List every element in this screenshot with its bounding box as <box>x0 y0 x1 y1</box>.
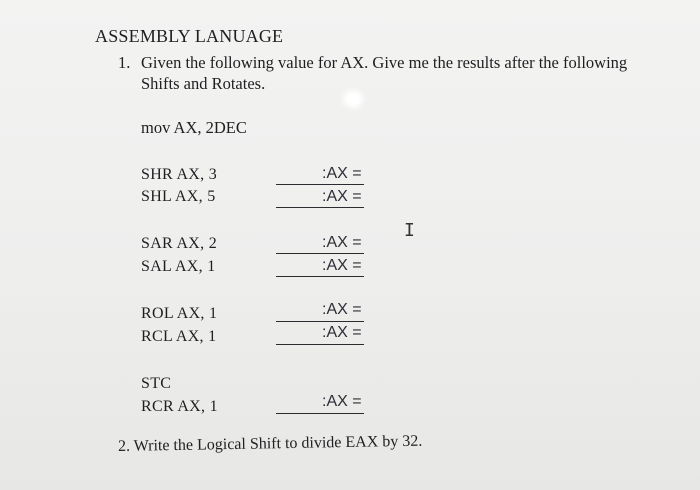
text-cursor-icon: I <box>404 220 415 241</box>
instruction-rcl: RCL AX, 1 <box>141 328 217 345</box>
instruction-rcr: RCR AX, 1 <box>141 398 218 415</box>
question-1-line-1: Given the following value for AX. Give me the results after the following <box>141 53 628 72</box>
instruction-stc: STC <box>141 375 172 392</box>
document-heading: ASSEMBLY LANUAGE <box>95 26 284 46</box>
question-2 <box>118 433 423 456</box>
answer-label-sal: :AX = <box>322 257 362 274</box>
question-1-line-2: Shifts and Rotates. <box>141 74 266 93</box>
answer-label-rcl: :AX = <box>322 324 362 341</box>
question-1-number: 1. <box>118 53 131 72</box>
initial-instruction: mov AX, 2DEC <box>141 118 247 137</box>
answer-label-rol: :AX = <box>322 301 362 318</box>
answer-label-rcr: :AX = <box>322 393 362 410</box>
instruction-shl: SHL AX, 5 <box>141 188 216 205</box>
light-glare <box>347 94 359 104</box>
instruction-shr: SHR AX, 3 <box>141 166 218 183</box>
question-2-number: 2. <box>117 437 131 455</box>
instruction-sar: SAR AX, 2 <box>141 235 218 252</box>
answer-label-shl: :AX = <box>322 188 362 205</box>
question-2-text: Write the Logical Shift to divide EAX by 32. <box>133 432 423 455</box>
answer-label-sar: :AX = <box>322 234 362 251</box>
answer-label-shr: :AX = <box>322 165 362 182</box>
instruction-rol: ROL AX, 1 <box>141 305 218 322</box>
instruction-sal: SAL AX, 1 <box>141 258 216 275</box>
